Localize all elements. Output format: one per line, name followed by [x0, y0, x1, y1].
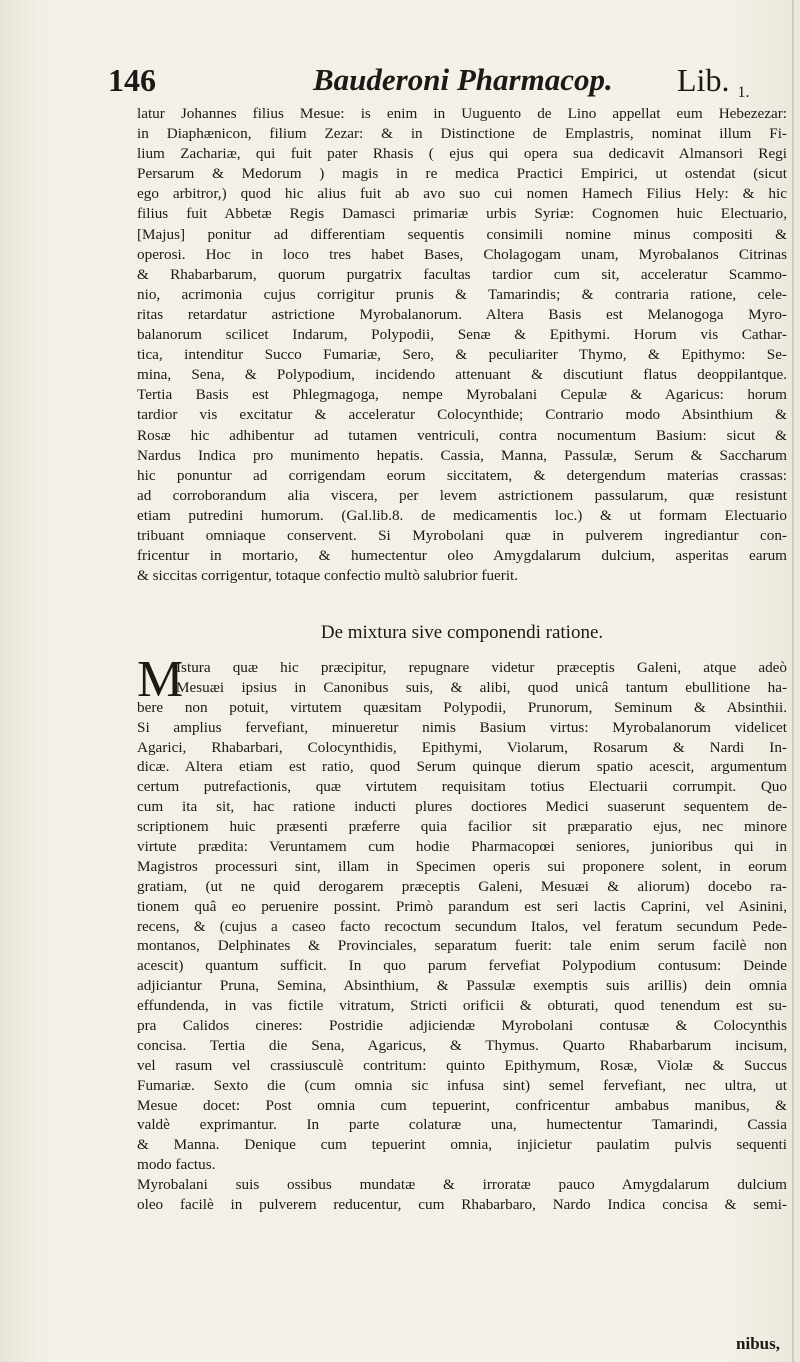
text-line: effundenda, in vas fictile vitratum, Stricti orificii & obturati, quod tenendum est su-: [137, 997, 787, 1015]
text-line: gratiam, (ut ne quid derogarem præceptis Galeni, Mesuæi & aliorum) docebo ra-: [137, 877, 787, 895]
text-line: & siccitas corrigentur, totaque confectio multò salubrior fuerit.: [137, 567, 519, 585]
text-line: etiam putredini humorum. (Gal.lib.8. de medicamentis loc.) & ut formam Electuario: [137, 506, 787, 524]
text-line: ad corroborandum alia viscera, per levem astrictionem passularum, quæ resistunt: [137, 486, 787, 504]
text-line: montanos, Delphinates & Provinciales, separatum fuerit: tale enim serum facilè non: [137, 937, 787, 955]
text-line: fricentur in mortario, & humectentur oleo Amygdalarum dulcium, asperitas earum: [137, 547, 787, 565]
text-line: cum ita sit, hac ratione inducti plures doctiores Medici suaserunt sequentem de-: [137, 798, 787, 816]
text-line: hic ponuntur ad corrigendam eorum siccitatem, & detergendum materias crassas:: [137, 466, 787, 484]
text-line: operosi. Hoc in loco tres habet Bases, Cholagogam unam, Myrobalanos Citrinas: [137, 245, 787, 263]
text-line: certum putrefactionis, quæ virtutem requisitam totius Electuarii corrumpit. Quo: [137, 778, 787, 796]
text-line: adjiciantur Pruna, Semina, Absinthium, & Passulæ exemptis suis arillis) dein omnia: [137, 977, 787, 995]
text-line: Magistros processuri sint, illam in Specimen operis sui proponere solent, in eorum: [137, 857, 787, 875]
text-line: Istura quæ hic præcipitur, repugnare videtur præceptis Galeni, atque adeò: [176, 659, 787, 676]
text-line: dicæ. Altera etiam est ratio, quod Serum quinque dierum spatio acescit, argumentum: [137, 758, 787, 776]
text-line: tionem quâ eo peruenire possint. Primò parandum est seri lactis Caprini, vel Asinini,: [137, 897, 787, 915]
text-line: ritas retardatur astrictione Myrobalanorum. Altera Basis est Melanogoga Myro-: [137, 305, 787, 323]
page-header: [108, 62, 798, 108]
text-line: vel rasum vel crassiusculè contritum: quinto Epithymum, Rosæ, Violæ & Succus: [137, 1056, 787, 1074]
text-line: Mesuæi ipsius in Canonibus suis, & alibi, quod unicâ tantum ebullitione ha-: [176, 678, 787, 696]
text-line: oleo facilè in pulverem reducentur, cum Rhabarbaro, Nardo Indica concisa & semi-: [137, 1196, 787, 1214]
paragraph-section-1: [137, 104, 787, 586]
text-line: balanorum scilicet Indarum, Polypodii, Senæ & Epithymi. Horum vis Cathar-: [137, 326, 787, 344]
drop-cap-initial: M: [137, 651, 184, 708]
text-line: modo factus.: [137, 1156, 216, 1174]
text-line: Nardus Indica pro munimento hepatis. Cassia, Manna, Passulæ, Serum & Saccharum: [137, 446, 787, 464]
text-line: tribuant omniaque conservent. Si Myrobolani quæ in pulverem ingrediantur con-: [137, 526, 787, 544]
text-line: pra Calidos cineres: Postridie adjiciendæ Myrobolani contusæ & Colocynthis: [137, 1017, 787, 1035]
paragraph-section-2: [137, 651, 787, 1215]
text-line: Tertia Basis est Phlegmagoga, nempe Myrobalani Cepulæ & Agaricus: horum: [137, 386, 787, 404]
book-label-text: Lib.: [677, 62, 730, 98]
text-line: tica, intenditur Succo Fumariæ, Sero, & peculiariter Thymo, & Epithymo: Se-: [137, 346, 787, 364]
text-line: filius fuit Abbetæ Regis Damasci primariæ urbis Syriæ: Cognomen huic Electuario,: [137, 205, 787, 223]
text-line: virtute prædita: Veruntamem cum hodie Pharmacopœi seniores, junioribus qui in: [137, 838, 787, 856]
text-line: Rosæ hic adhibentur ad tutamen ventriculi, contra nocumentum Basium: sicut &: [137, 426, 787, 444]
text-line: valdè exprimantur. In parte colaturæ una, humectentur Tamarindi, Cassia: [137, 1116, 787, 1134]
text-line: concisa. Tertia die Sena, Agaricus, & Thymus. Quarto Rhabarbarum incisum,: [137, 1036, 787, 1054]
text-line: in Diaphænicon, filium Zezar: & in Distinctione de Emplastris, nominat illum Fi-: [137, 125, 787, 143]
text-line: tardior vis excitatur & acceleratur Colocynthide; Contrario modo Absinthium &: [137, 406, 787, 424]
book-label: [677, 62, 749, 102]
text-line: nio, acrimonia cujus corrigitur prunis & Tamarindis; & contraria ratione, cele-: [137, 285, 787, 303]
section-heading: De mixtura sive componendi ratione.: [320, 622, 604, 643]
page-number: 146: [108, 62, 156, 98]
text-line: recens, & (cujus a caseo facto recoctum secundum Italos, vel feratum secundum Pede-: [137, 917, 787, 935]
text-line: acescit) quantum sufficit. In quo parum fervefiat Polypodium contusum: Deinde: [137, 957, 787, 975]
text-line: [Majus] ponitur ad differentiam sequentis consimili nomine minus compositi &: [137, 225, 787, 243]
page-edge: [792, 0, 794, 1362]
text-line: ego arbitror,) quod hic alius fuit ab avo suo cui nomen Hamech Filius Hely: & hic: [137, 185, 787, 203]
text-line: latur Johannes filius Mesue: is enim in Uuguento de Lino appellat eum Hebezezar:: [137, 105, 787, 122]
text-line: mina, Sena, & Polypodium, incidendo attenuant & discutiunt flatus deoppilantque.: [137, 366, 787, 384]
text-line: scriptionem huic præsenti præferre quia facilior sit præparatio ejus, nec minore: [137, 818, 787, 836]
catch-word: nibus,: [736, 1334, 780, 1353]
text-line: bere non potuit, virtutem quæsitam Polypodii, Prunorum, Seminum & Absinthii.: [137, 698, 787, 716]
running-title: Bauderoni Pharmacop.: [313, 62, 613, 97]
text-line: Agarici, Rhabarbari, Colocynthidis, Epithymi, Violarum, Rosarum & Nardi In-: [137, 738, 787, 756]
text-line: & Rhabarbarum, quorum purgatrix facultas tardior cum sit, acceleratur Scammo-: [137, 265, 787, 283]
text-line: Persarum & Medorum ) magis in re medica Practici Empirici, ut ostendat (sicut: [137, 165, 787, 183]
book-number: 1.: [737, 84, 750, 101]
text-line: Mesue docet: Post omnia cum tepuerint, confricentur ambabus manibus, &: [137, 1096, 787, 1114]
text-line: Fumariæ. Sexto die (cum omnia sic infusa sint) semel fervefiant, nec ultra, ut: [137, 1076, 787, 1094]
text-line: Myrobalani suis ossibus mundatæ & irroratæ pauco Amygdalarum dulcium: [137, 1176, 787, 1194]
text-line: Si amplius fervefiant, minueretur nimis Basium virtus: Myrobalanorum videlicet: [137, 718, 787, 736]
text-line: lium Zachariæ, qui fuit pater Rhasis ( ejus qui opera sua dedicavit Almansori Regi: [137, 145, 787, 163]
text-line: & Manna. Denique cum tepuerint omnia, injicietur paulatim pulvis sequenti: [137, 1136, 787, 1154]
